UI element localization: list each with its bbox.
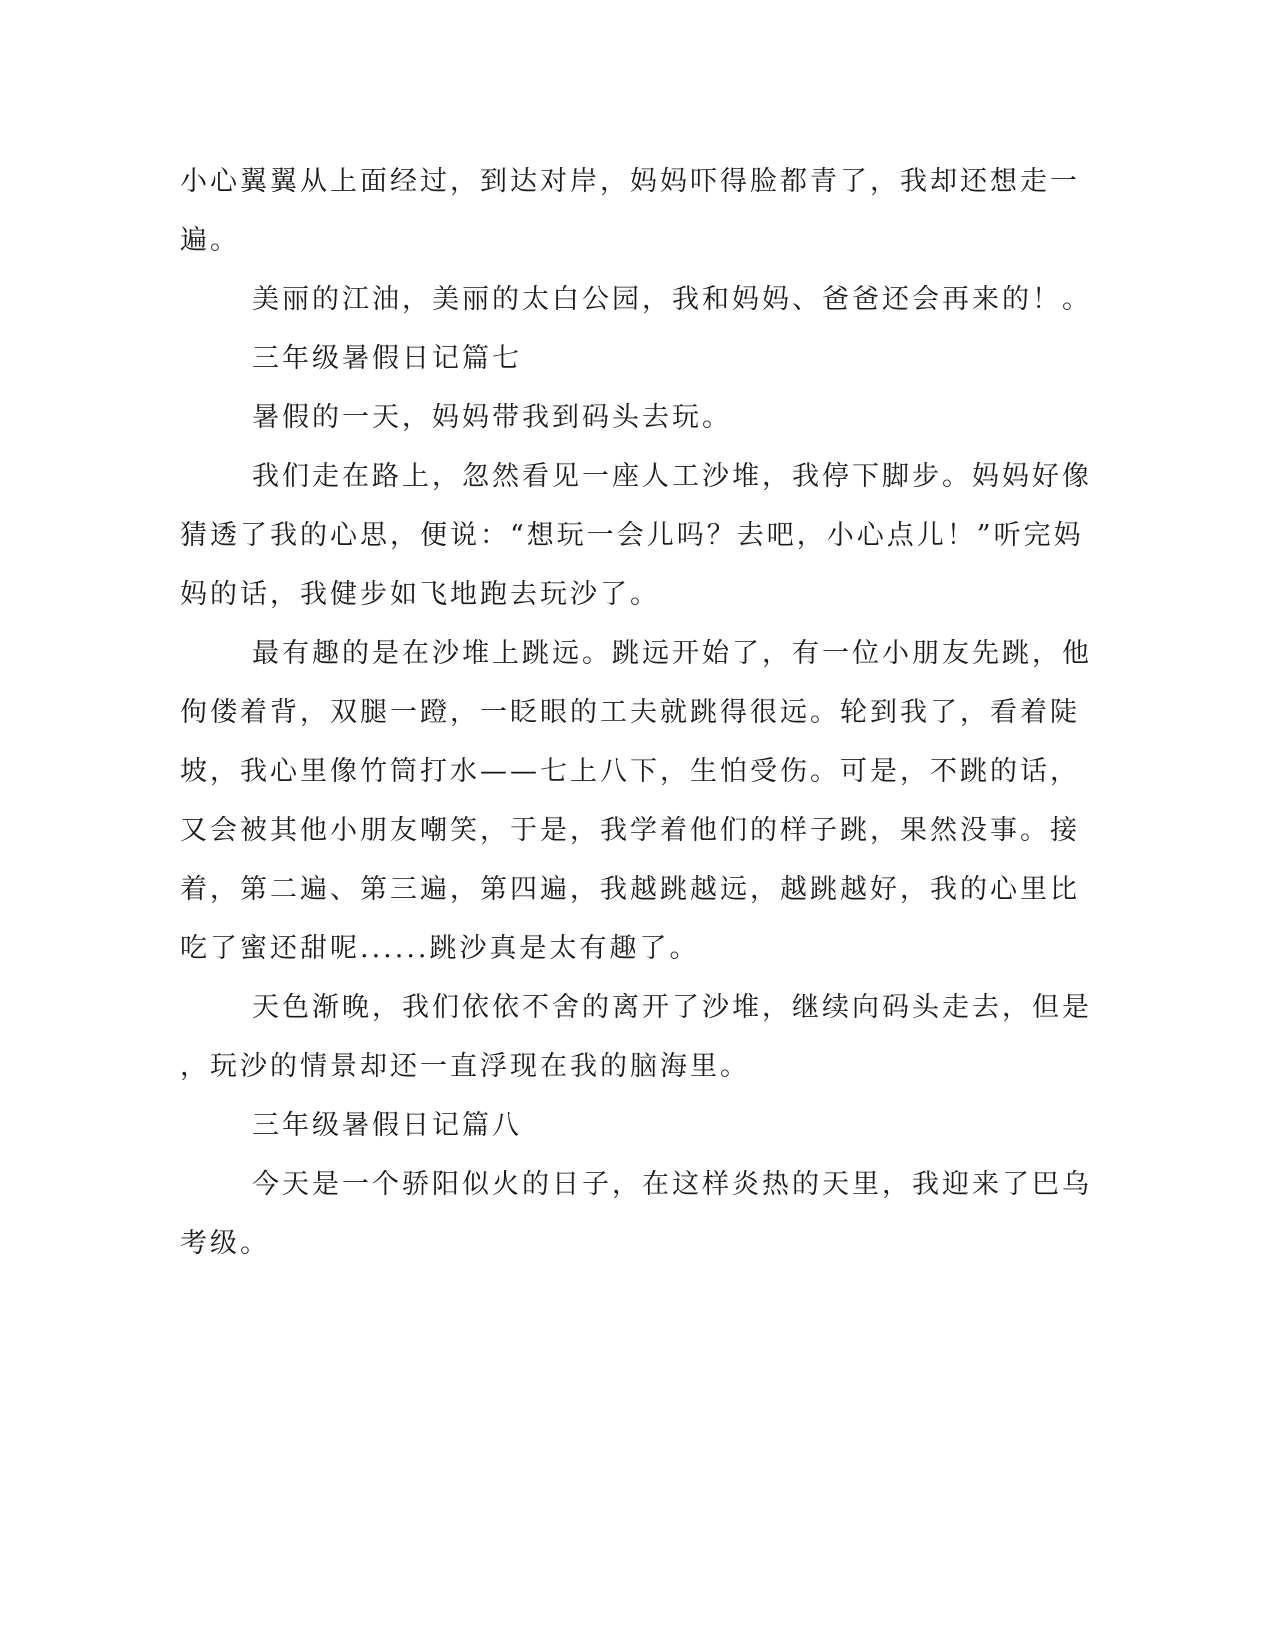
text-line: 天色渐晚，我们依依不舍的离开了沙堆，继续向码头走去，但是: [252, 992, 1092, 1023]
text-line: 佝偻着背，双腿一蹬，一眨眼的工夫就跳得很远。轮到我了，看着陡: [180, 697, 1080, 728]
paragraph-4: [180, 388, 1040, 447]
section-heading-7: [180, 329, 1040, 388]
paragraph-1: [180, 152, 1080, 270]
text-line: 猜透了我的心思，便说：“想玩一会儿吗？去吧，小心点儿！”听完妈: [180, 520, 1084, 551]
paragraph-7: [180, 978, 1092, 1096]
document-body: [180, 152, 1092, 1273]
paragraph-6: [180, 624, 1092, 978]
text-line: 我们走在路上，忽然看见一座人工沙堆，我停下脚步。妈妈好像: [252, 461, 1092, 492]
text-line: 今天是一个骄阳似火的日子，在这样炎热的天里，我迎来了巴乌: [252, 1169, 1092, 1200]
text-line: 又会被其他小朋友嘲笑，于是，我学着他们的样子跳，果然没事。接: [180, 815, 1080, 846]
section-heading-8: [180, 1096, 1040, 1155]
paragraph-2: [180, 270, 1092, 329]
text-line: 最有趣的是在沙堆上跳远。跳远开始了，有一位小朋友先跳，他: [252, 638, 1092, 669]
text-line: 妈的话，我健步如飞地跑去玩沙了。: [180, 579, 660, 610]
text-line: 小心翼翼从上面经过，到达对岸，妈妈吓得脸都青了，我却还想走一: [180, 166, 1080, 197]
paragraph-9: [180, 1155, 1092, 1273]
paragraph-5: [180, 447, 1092, 624]
heading-text: 三年级暑假日记篇七: [252, 343, 522, 374]
text-line: 暑假的一天，妈妈带我到码头去玩。: [252, 402, 732, 433]
text-line: 美丽的江油，美丽的太白公园，我和妈妈、爸爸还会再来的！。: [252, 284, 1092, 315]
text-line: 考级。: [180, 1228, 270, 1259]
heading-text: 三年级暑假日记篇八: [252, 1110, 522, 1141]
text-line: ，玩沙的情景却还一直浮现在我的脑海里。: [180, 1051, 750, 1082]
text-line: 遍。: [180, 225, 240, 256]
text-line: 吃了蜜还甜呢......跳沙真是太有趣了。: [180, 933, 700, 964]
text-line: 坡，我心里像竹筒打水——七上八下，生怕受伤。可是，不跳的话，: [180, 756, 1080, 787]
text-line: 着，第二遍、第三遍，第四遍，我越跳越远，越跳越好，我的心里比: [180, 874, 1080, 905]
